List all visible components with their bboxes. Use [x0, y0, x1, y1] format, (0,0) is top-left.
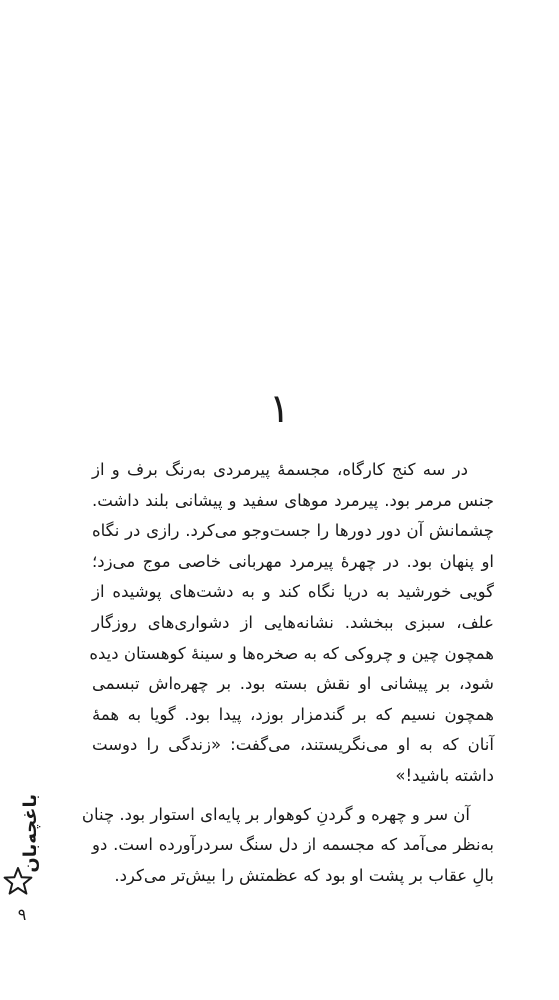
paragraph-1	[89, 455, 494, 792]
text-line: چشمانش آن دور دورها را جست‌وجو می‌کرد. رازی در نگاه	[92, 521, 494, 541]
page-number: ۹	[17, 905, 27, 924]
text-line: علف، سبزی ببخشد. نشانه‌هایی از دشواری‌های روزگار	[92, 612, 494, 632]
chapter-number: ۱	[268, 386, 291, 432]
text-line: همچون چین و چروکی که به صخره‌ها و سینهٔ کوهستان دیده	[89, 643, 494, 663]
text-line: به‌نظر می‌آمد که مجسمه از دل سنگ سردرآورده است. دو	[92, 835, 494, 855]
text-line: آنان که به او می‌نگریستند، می‌گفت: «زندگی را دوست	[92, 735, 494, 755]
paragraph-2	[81, 800, 494, 892]
text-line: آن سر و چهره و گردنِ کوهوار بر پایه‌ای استوار بود. چنان	[81, 804, 470, 824]
text-line: در سه کنج کارگاه، مجسمهٔ پیرمردی به‌رنگ برف و از	[92, 460, 468, 479]
running-head-title: باغچه‌بان	[20, 794, 41, 873]
text-line: گویی خورشید به دریا نگاه کند و به دشت‌های پوشیده از	[92, 582, 494, 602]
text-line: داشته باشید!»	[395, 765, 494, 785]
text-line: شود، بر پیشانی او نقش بسته بود. بر چهره‌اش تبسمی	[92, 674, 494, 694]
text-line: جنس مرمر بود. پیرمرد موهای سفید و پیشانی بلند داشت.	[92, 490, 494, 510]
text-line: همچون نسیم که بر گندمزار بوزد، پیدا بود. گویا به همهٔ	[92, 704, 494, 724]
star-outline-icon	[3, 866, 33, 896]
body-text	[81, 455, 494, 891]
text-line: بالِ عقاب بر پشت او بود که عظمتش را بیش‌تر می‌کرد.	[114, 865, 494, 885]
text-line: او پنهان بود. در چهرهٔ پیرمرد مهربانی خاصی موج می‌زد؛	[92, 551, 494, 571]
